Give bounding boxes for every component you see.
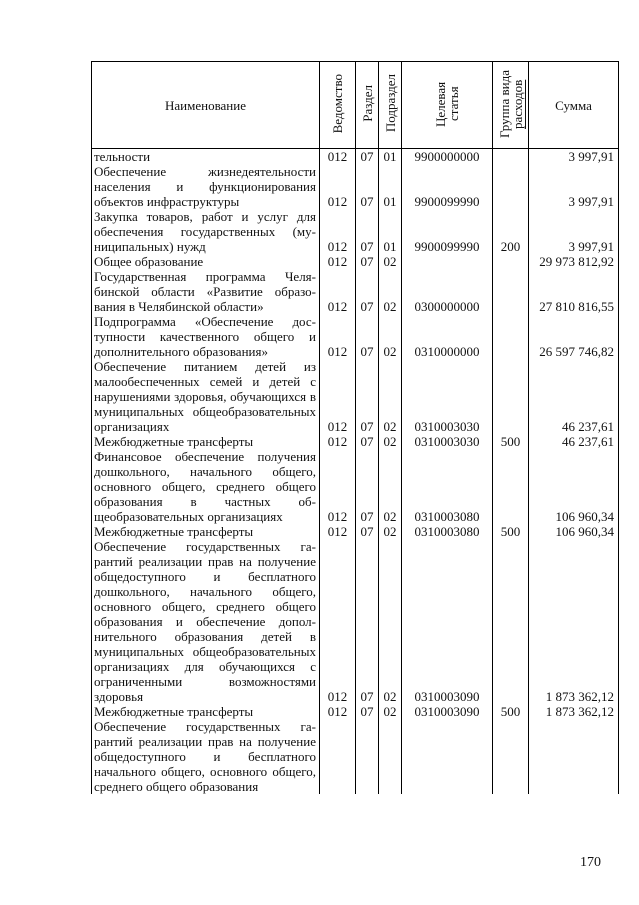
cell-vedomstvo: 012 [320, 359, 356, 434]
cell-gruppa [493, 254, 529, 269]
cell-razdel: 07 [356, 254, 379, 269]
cell-podrazdel: 02 [379, 434, 402, 449]
cell-vedomstvo: 012 [320, 314, 356, 359]
budget-table [91, 61, 619, 794]
header-name: Наименование [92, 62, 320, 149]
header-gruppa-label [498, 70, 524, 138]
header-podrazdel-label: Подраздел [382, 74, 398, 133]
cell-razdel: 07 [356, 149, 379, 165]
cell-summa: 106 960,34 [529, 449, 619, 524]
table-header [92, 62, 619, 149]
header-gruppa [493, 62, 529, 149]
cell-podrazdel: 02 [379, 539, 402, 704]
cell-name: Обеспечение государственных гарантий реализации прав на получение общедоступного и бесплатного начального общего, основного общего, среднего общего образования [92, 719, 320, 794]
table-row [92, 539, 619, 704]
cell-podrazdel: 01 [379, 149, 402, 165]
cell-vedomstvo [320, 719, 356, 794]
cell-vedomstvo: 012 [320, 704, 356, 719]
cell-summa: 27 810 816,55 [529, 269, 619, 314]
cell-summa: 3 997,91 [529, 209, 619, 254]
cell-name: Межбюджетные трансферты [92, 434, 320, 449]
cell-podrazdel: 02 [379, 359, 402, 434]
cell-podrazdel: 02 [379, 449, 402, 524]
cell-razdel: 07 [356, 524, 379, 539]
header-summa: Сумма [529, 62, 619, 149]
cell-summa [529, 719, 619, 794]
cell-celevaya: 0300000000 [402, 269, 493, 314]
cell-celevaya [402, 719, 493, 794]
cell-summa: 29 973 812,92 [529, 254, 619, 269]
cell-name: Государственная программа Челябинской области «Развитие образования в Челябинской области» [92, 269, 320, 314]
cell-razdel: 07 [356, 539, 379, 704]
cell-gruppa [493, 149, 529, 165]
table-row [92, 164, 619, 209]
cell-podrazdel: 02 [379, 524, 402, 539]
cell-celevaya: 0310003030 [402, 434, 493, 449]
cell-celevaya: 9900099990 [402, 164, 493, 209]
header-gruppa-line2: расходов [509, 78, 525, 129]
cell-vedomstvo: 012 [320, 149, 356, 165]
table-row [92, 704, 619, 719]
cell-gruppa: 500 [493, 434, 529, 449]
cell-name: Закупка товаров, работ и услуг для обеспечения государственных (муниципальных) нужд [92, 209, 320, 254]
cell-podrazdel [379, 719, 402, 794]
cell-podrazdel: 01 [379, 164, 402, 209]
cell-razdel: 07 [356, 449, 379, 524]
cell-celevaya: 0310003080 [402, 524, 493, 539]
cell-name: Обеспечение питанием детей из малообеспеченных семей и детей с нарушениями здоровья, обучающихся в муниципальных общеобразовательных организациях [92, 359, 320, 434]
cell-summa: 26 597 746,82 [529, 314, 619, 359]
cell-summa: 1 873 362,12 [529, 539, 619, 704]
cell-razdel: 07 [356, 434, 379, 449]
cell-gruppa [493, 314, 529, 359]
header-gruppa-line1: Группа вида [496, 69, 512, 138]
cell-vedomstvo: 012 [320, 209, 356, 254]
cell-vedomstvo: 012 [320, 164, 356, 209]
cell-razdel: 07 [356, 314, 379, 359]
cell-name: Обеспечение жизнедеятельности населения и функционирования объектов инфраструктуры [92, 164, 320, 209]
cell-gruppa [493, 164, 529, 209]
cell-podrazdel: 01 [379, 209, 402, 254]
table-row [92, 359, 619, 434]
cell-name: Межбюджетные трансферты [92, 524, 320, 539]
cell-celevaya: 0310000000 [402, 314, 493, 359]
cell-celevaya: 9900099990 [402, 209, 493, 254]
cell-vedomstvo: 012 [320, 269, 356, 314]
cell-podrazdel: 02 [379, 254, 402, 269]
cell-name: Финансовое обеспечение получения дошкольного, начального общего, основного общего, среднего общего образования в частных общеобразовательных организациях [92, 449, 320, 524]
cell-summa: 1 873 362,12 [529, 704, 619, 719]
header-razdel-label: Раздел [359, 85, 375, 122]
cell-podrazdel: 02 [379, 314, 402, 359]
header-vedomstvo [320, 62, 356, 149]
cell-vedomstvo: 012 [320, 254, 356, 269]
cell-gruppa: 200 [493, 209, 529, 254]
table-row [92, 254, 619, 269]
cell-celevaya: 0310003090 [402, 539, 493, 704]
header-razdel [356, 62, 379, 149]
header-celevaya [402, 62, 493, 149]
header-vedomstvo-label: Ведомство [330, 73, 345, 134]
cell-summa: 3 997,91 [529, 164, 619, 209]
cell-name: тельности [92, 149, 320, 165]
table-body [92, 149, 619, 795]
cell-gruppa [493, 359, 529, 434]
table-row [92, 149, 619, 165]
table-row [92, 209, 619, 254]
cell-name: Подпрограмма «Обеспечение доступности качественного общего и дополнительного образования» [92, 314, 320, 359]
cell-razdel: 07 [356, 269, 379, 314]
cell-vedomstvo: 012 [320, 449, 356, 524]
cell-summa: 106 960,34 [529, 524, 619, 539]
cell-razdel: 07 [356, 704, 379, 719]
cell-summa: 46 237,61 [529, 359, 619, 434]
cell-gruppa: 500 [493, 704, 529, 719]
table-row [92, 434, 619, 449]
cell-gruppa: 500 [493, 524, 529, 539]
header-celevaya-label: Целевая статья [433, 80, 461, 127]
table-row [92, 524, 619, 539]
cell-razdel: 07 [356, 209, 379, 254]
cell-summa: 46 237,61 [529, 434, 619, 449]
cell-podrazdel: 02 [379, 269, 402, 314]
cell-vedomstvo: 012 [320, 434, 356, 449]
cell-celevaya [402, 254, 493, 269]
cell-celevaya: 9900000000 [402, 149, 493, 165]
page-number: 170 [580, 855, 601, 870]
cell-summa: 3 997,91 [529, 149, 619, 165]
cell-celevaya: 0310003030 [402, 359, 493, 434]
cell-gruppa [493, 269, 529, 314]
cell-vedomstvo: 012 [320, 524, 356, 539]
cell-razdel [356, 719, 379, 794]
cell-gruppa [493, 539, 529, 704]
table-row [92, 719, 619, 794]
cell-razdel: 07 [356, 164, 379, 209]
cell-razdel: 07 [356, 359, 379, 434]
cell-name: Общее образование [92, 254, 320, 269]
cell-gruppa [493, 719, 529, 794]
cell-vedomstvo: 012 [320, 539, 356, 704]
table-row [92, 269, 619, 314]
cell-celevaya: 0310003080 [402, 449, 493, 524]
cell-name: Обеспечение государственных гарантий реализации прав на получение общедоступного и бесплатного дошкольного, начального общего, основного общего, среднего общего образования и обеспечение дополнительного образования детей в муниципальных общеобразовательных организациях для обучающихся с ограниченными возможностями здоровья [92, 539, 320, 704]
cell-gruppa [493, 449, 529, 524]
table-row [92, 314, 619, 359]
cell-podrazdel: 02 [379, 704, 402, 719]
cell-celevaya: 0310003090 [402, 704, 493, 719]
table-row [92, 449, 619, 524]
cell-name: Межбюджетные трансферты [92, 704, 320, 719]
header-podrazdel [379, 62, 402, 149]
